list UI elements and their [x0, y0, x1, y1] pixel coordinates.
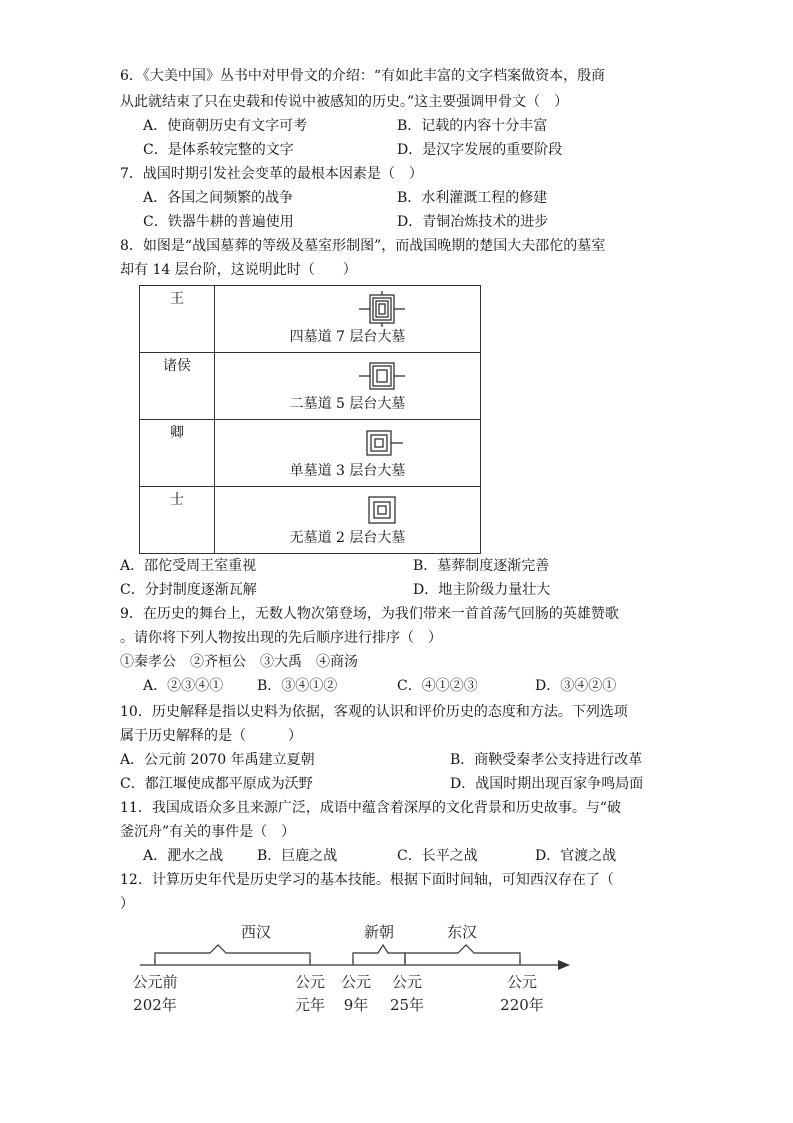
q8-option-b[interactable]: B．墓葬制度逐渐完善	[413, 558, 550, 574]
point-label-top: 公元	[294, 973, 326, 991]
q7-option-a[interactable]: A．各国之间频繁的战争	[143, 190, 294, 206]
q12-stem-line1: 12．计算历史年代是历史学习的基本技能。根据下面时间轴，可知西汉存在了（	[120, 872, 614, 888]
q6-stem-line1: 6．《大美中国》丛书中对甲骨文的介绍：“有如此丰富的文字档案做资本，殷商	[120, 68, 606, 84]
point-label-bottom: 202年	[133, 996, 177, 1014]
q7-option-c[interactable]: C．铁器牛耕的普遍使用	[143, 214, 294, 230]
xinchao-brace	[353, 945, 405, 963]
tomb-plan-four-ramps-icon	[357, 291, 407, 327]
table-row	[140, 286, 481, 353]
q9-items: ①秦孝公 ②齐桓公 ③大禹 ④商汤	[120, 654, 358, 670]
tomb-rank-table	[139, 285, 481, 554]
q8-stem-line2: 却有 14 层台阶，这说明此时（ ）	[120, 262, 357, 278]
q9-option-c[interactable]: C．④①②③	[397, 678, 478, 694]
q10-stem-line2: 属于历史解释的是（ ）	[120, 728, 302, 744]
tomb-description: 二墓道 5 层台大墓	[289, 396, 406, 412]
period-label: 东汉	[446, 923, 478, 941]
q9-option-a[interactable]: A．②③④①	[143, 678, 224, 694]
q6-option-b[interactable]: B．记载的内容十分丰富	[397, 118, 548, 134]
q9-stem-line1: 9．在历史的舞台上，无数人物次第登场，为我们带来一首首荡气回肠的英雄赞歌	[120, 606, 619, 622]
q10-option-c[interactable]: C．都江堰使成都平原成为沃野	[120, 776, 313, 792]
q7-option-b[interactable]: B．水利灌溉工程的修建	[397, 190, 548, 206]
point-label-bottom: 元年	[294, 996, 326, 1014]
q11-option-c[interactable]: C．长平之战	[397, 848, 478, 864]
point-label-bottom: 9年	[343, 996, 369, 1014]
tomb-description: 无墓道 2 层台大墓	[289, 530, 406, 546]
q10-option-a[interactable]: A．公元前 2070 年禹建立夏朝	[120, 752, 315, 768]
arrow-head-icon	[558, 960, 570, 970]
q8-option-d[interactable]: D．地主阶级力量壮大	[413, 582, 551, 598]
tomb-description: 四墓道 7 层台大墓	[289, 329, 406, 345]
q10-stem-line1: 10．历史解释是指以史料为依据，客观的认识和评价历史的态度和方法。下列选项	[120, 704, 628, 720]
point-label-top: 公元前	[132, 973, 178, 991]
q10-option-d[interactable]: D．战国时期出现百家争鸣局面	[450, 776, 644, 792]
point-label-bottom: 25年	[389, 996, 425, 1014]
q12-stem-line2: ）	[120, 896, 134, 912]
han-dynasty-timeline	[120, 915, 580, 1025]
rank-cell: 士	[140, 487, 215, 554]
tomb-description: 单墓道 3 层台大墓	[289, 463, 406, 479]
q9-stem-line2: 。请你将下列人物按出现的先后顺序进行排序（ ）	[120, 630, 442, 646]
q11-stem-line1: 11．我国成语众多且来源广泛，成语中蕴含着深厚的文化背景和历史故事。与“破	[120, 800, 621, 816]
rank-cell: 诸侯	[140, 353, 215, 420]
rank-cell: 王	[140, 286, 215, 353]
tomb-plan-single-ramp-icon	[357, 425, 407, 461]
q6-option-a[interactable]: A．使商朝历史有文字可考	[143, 118, 308, 134]
q10-option-b[interactable]: B．商鞅受秦孝公支持进行改革	[450, 752, 643, 768]
q9-option-d[interactable]: D．③④②①	[535, 678, 617, 694]
q11-option-d[interactable]: D．官渡之战	[535, 848, 617, 864]
q8-option-c[interactable]: C．分封制度逐渐瓦解	[120, 582, 257, 598]
q6-stem-line2: 从此就结束了只在史载和传说中被感知的历史。”这主要强调甲骨文（ ）	[120, 94, 569, 110]
point-label-bottom: 220年	[500, 996, 544, 1014]
q11-stem-line2: 釜沉舟”有关的事件是（ ）	[120, 824, 296, 840]
xihan-brace	[155, 945, 310, 963]
donghan-brace	[405, 945, 520, 963]
q11-option-a[interactable]: A．淝水之战	[143, 848, 224, 864]
rank-cell: 卿	[140, 420, 215, 487]
table-row	[140, 353, 481, 420]
q9-option-b[interactable]: B．③④①②	[257, 678, 338, 694]
point-label-top: 公元	[391, 973, 423, 991]
table-row	[140, 420, 481, 487]
q6-option-c[interactable]: C．是体系较完整的文字	[143, 142, 294, 158]
period-label: 新朝	[363, 923, 395, 941]
q8-option-a[interactable]: A．邵佗受周王室重视	[120, 558, 257, 574]
tomb-plan-two-ramps-icon	[357, 358, 407, 394]
q6-option-d[interactable]: D．是汉字发展的重要阶段	[397, 142, 563, 158]
tomb-plan-no-ramp-icon	[357, 492, 407, 528]
period-label: 西汉	[240, 923, 272, 941]
q8-stem-line1: 8．如图是“战国墓葬的等级及墓室形制图”，而战国晚期的楚国大夫邵佗的墓室	[120, 238, 606, 254]
table-row	[140, 487, 481, 554]
point-label-top: 公元	[340, 973, 372, 991]
q7-option-d[interactable]: D．青铜冶炼技术的进步	[397, 214, 549, 230]
q7-stem: 7．战国时期引发社会变革的最根本因素是（ ）	[120, 166, 423, 182]
point-label-top: 公元	[506, 973, 538, 991]
q11-option-b[interactable]: B．巨鹿之战	[257, 848, 338, 864]
